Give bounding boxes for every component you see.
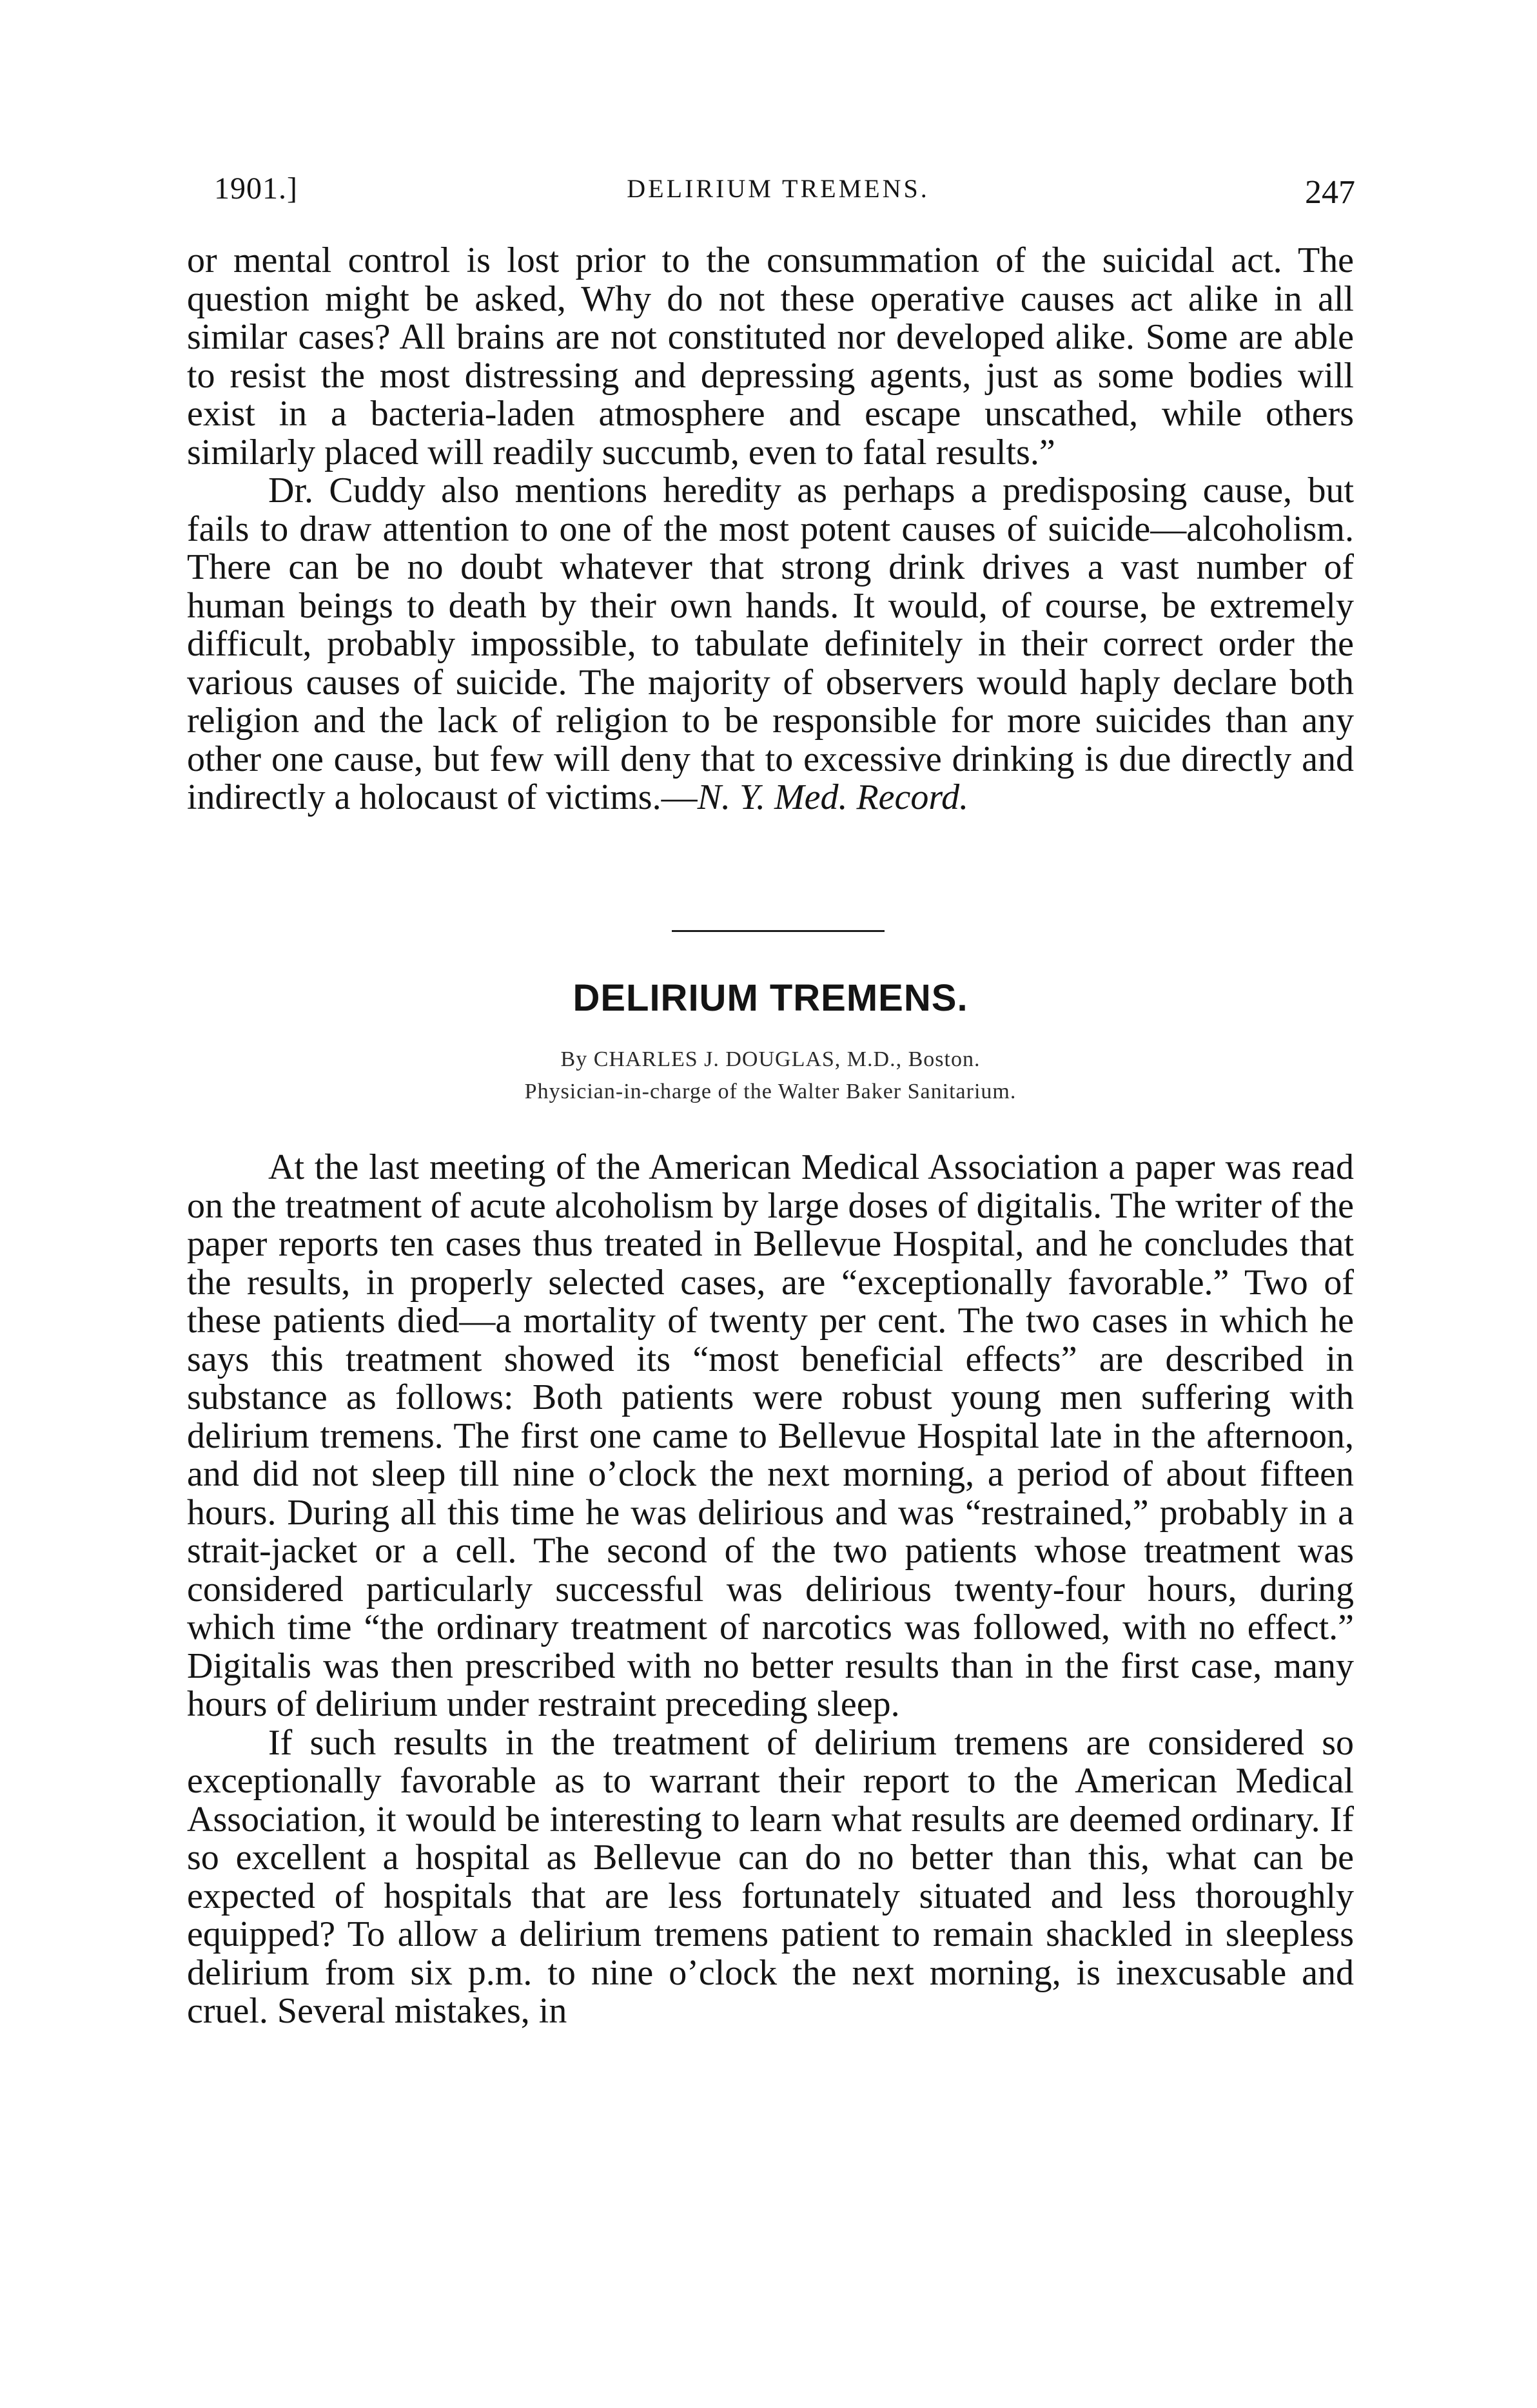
cuddy-paragraph-text: Dr. Cuddy also mentions heredity as perhaps a predisposing cause, but fails to draw attention to one of the most potent causes of suicide—alcoholism. There can be no doubt whatever that strong drink drives a vast number of human beings to death by their own hands. It would, of course, be extremely difficult, probably impossible, to tabulate definitely in their correct order the various causes of suicide. The majority of observers would haply declare both religion and the lack of religion to be responsible for more suicides than any other one cause, but few will deny that to excessive drinking is due directly and indirectly a holocaust of victims.— — [187, 471, 1354, 817]
article-paragraph-1: At the last meeting of the American Medical Association a paper was read on the treatment of acute alcoholism by large doses of digitalis. The writer of the paper reports ten cases thus treated in Bellevue Hospital, and he concludes that the results, in properly selected cases, are “exceptionally favorable.” Two of these patients died—a mortality of twenty per cent. The two cases in which he says this treatment showed its “most beneficial effects” are described in substance as follows: Both patients were robust young men suffering with delirium tremens. The first one came to Bellevue Hospital late in the afternoon, and did not sleep till nine o’clock the next morning, a period of about fifteen hours. During all this time he was delirious and was “restrained,” probably in a strait-jacket or a cell. The second of the two patients whose treatment was considered particularly successful was delirious twenty-four hours, during which time “the ordinary treatment of narcotics was followed, with no effect.” Digitalis was then prescribed with no better results than in the first case, many hours of delirium under restraint preceding sleep. — [187, 1147, 1354, 1724]
source-citation: N. Y. Med. Record. — [697, 777, 969, 817]
running-title: DELIRIUM TREMENS. — [627, 174, 930, 203]
author-byline: By CHARLES J. DOUGLAS, M.D., Boston. — [560, 1047, 981, 1071]
section-divider — [672, 930, 885, 932]
running-header — [201, 166, 1355, 211]
header-year: 1901.] — [214, 171, 298, 206]
page-number: 247 — [1305, 174, 1355, 211]
continued-text — [187, 242, 1354, 817]
author-affiliation: Physician-in-charge of the Walter Baker Sanitarium. — [524, 1080, 1017, 1103]
cuddy-paragraph — [187, 472, 1354, 817]
article-paragraph-2: If such results in the treatment of delirium tremens are considered so exceptionally favorable as to warrant their report to the American Medical Association, it would be interesting to learn what results are deemed ordinary. If so excellent a hospital as Bellevue can do no better than this, what can be expected of hospitals that are less fortunately situated and less thoroughly equipped? To allow a delirium tremens patient to remain shackled in sleepless delirium from six p.m. to nine o’clock the next morning, is inexcusable and cruel. Several mistakes, in — [187, 1722, 1354, 2031]
article-body — [187, 1149, 1354, 2031]
article-title: DELIRIUM TREMENS. — [573, 977, 968, 1019]
continued-paragraph: or mental control is lost prior to the consummation of the suicidal act. The question might be asked, Why do not these operative causes act alike in all similar cases? All brains are not constituted nor developed alike. Some are able to resist the most distressing and depressing agents, just as some bodies will exist in a bacteria-laden atmosphere and escape unscathed, while others similarly placed will readily succumb, even to fatal results.” — [187, 240, 1354, 472]
